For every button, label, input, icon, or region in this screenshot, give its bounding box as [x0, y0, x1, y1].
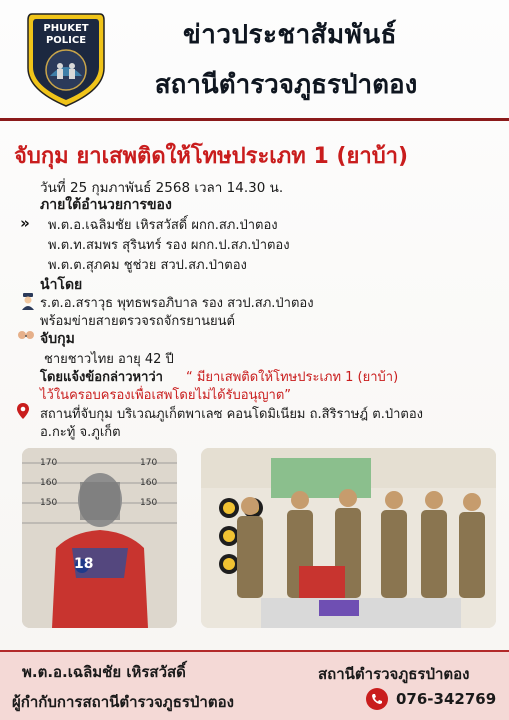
command-line-1: พ.ต.อ.เฉลิมชัย เหิรสวัสดิ์ ผกก.สภ.ป่าตอง: [48, 218, 278, 233]
footer-commander-name: พ.ต.อ.เฉลิมชัย เหิรสวัสดิ์: [22, 663, 186, 681]
footer-station-name: สถานีตำรวจภูธรป่าตอง: [318, 665, 470, 683]
headline: จับกุม ยาเสพติดให้โทษประเภท 1 (ยาบ้า): [14, 144, 409, 169]
height-label-1: 170: [40, 458, 58, 468]
location-pin-icon: [16, 402, 30, 420]
height-label-2: 170: [140, 458, 158, 468]
suspect-line: ชายชาวไทย อายุ 42 ปี: [44, 352, 174, 367]
led-by-line-2: พร้อมข่ายสายตรวจรถจักรยานยนต์: [40, 314, 235, 329]
badge-line1: PHUKET: [43, 23, 89, 34]
double-chevron-icon: »: [20, 214, 30, 232]
height-label-6: 150: [140, 498, 158, 508]
suspect-photo: [22, 448, 177, 628]
charge-label: โดยแจ้งข้อกล่าวหาว่า: [40, 370, 163, 385]
shirt-number: 18: [74, 556, 94, 572]
location-line-1: สถานที่จับกุม บริเวณภูเก็ตพาเลซ คอนโดมิเนียม ถ.สิริราษฎ์ ต.ป่าตอง: [40, 407, 423, 422]
command-line-3: พ.ต.ต.สุภคม ชูช่วย สวป.สภ.ป่าตอง: [48, 258, 247, 273]
header-title: ข่าวประชาสัมพันธ์: [183, 20, 397, 50]
badge-line2: POLICE: [45, 35, 87, 46]
led-by-heading: นำโดย: [40, 277, 83, 293]
charge-line-1: “ มียาเสพติดให้โทษประเภท 1 (ยาบ้า): [186, 370, 399, 385]
arrest-heading: จับกุม: [40, 331, 75, 347]
location-line-2: อ.กะทู้ จ.ภูเก็ต: [40, 425, 121, 440]
header-station: สถานีตำรวจภูธรป่าตอง: [154, 70, 418, 100]
height-label-5: 150: [40, 498, 58, 508]
led-by-line-1: ร.ต.อ.สราวุธ พุทธพรอภิบาล รอง สวป.สภ.ป่าตอง: [40, 296, 314, 311]
footer-divider: [0, 650, 509, 652]
officers-group-photo: [201, 448, 496, 628]
header-divider: [0, 118, 509, 121]
height-label-4: 160: [140, 478, 158, 488]
footer-phone: 076-342769: [396, 690, 497, 708]
charge-line-2: ไว้ในครอบครองเพื่อเสพโดยไม่ได้รับอนุญาต”: [40, 388, 292, 403]
footer-commander-title: ผู้กำกับการสถานีตำรวจภูธรป่าตอง: [12, 693, 234, 711]
handcuff-hands-icon: [16, 328, 36, 344]
command-line-2: พ.ต.ท.สมพร สุรินทร์ รอง ผกก.ป.สภ.ป่าตอง: [48, 238, 290, 253]
height-label-3: 160: [40, 478, 58, 488]
command-heading: ภายใต้อำนวยการของ: [40, 197, 172, 213]
phone-icon: [366, 688, 388, 710]
date-line: วันที่ 25 กุมภาพันธ์ 2568 เวลา 14.30 น.: [40, 180, 284, 196]
police-officer-icon: [20, 292, 36, 310]
